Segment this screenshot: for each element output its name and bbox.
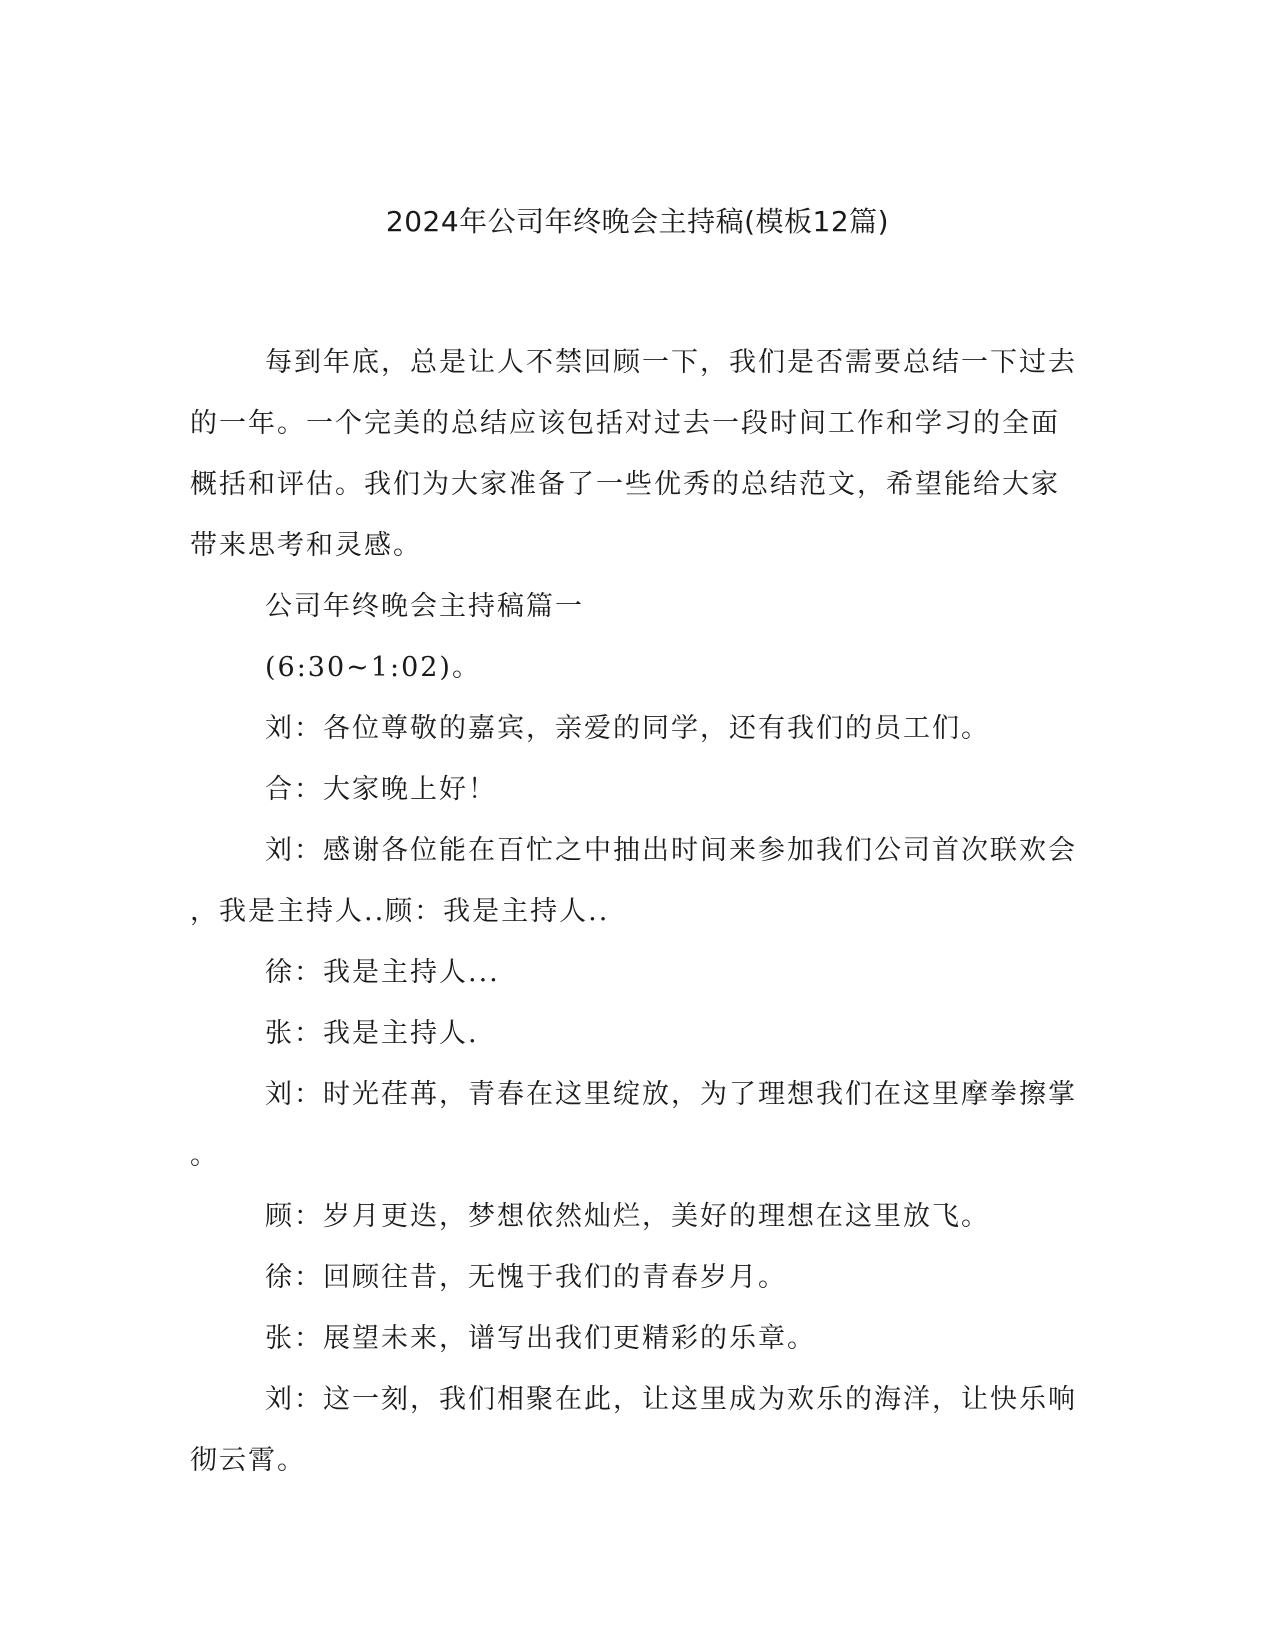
dialogue-line: 顾：岁月更迭，梦想依然灿烂，美好的理想在这里放飞。	[265, 1201, 990, 1232]
document-title: 2024年公司年终晚会主持稿(模板12篇)	[385, 205, 890, 238]
dialogue-line: 徐：我是主持人...	[265, 957, 500, 988]
time-range: (6:30~1:02)。	[265, 652, 481, 683]
dialogue-line: 张：展望未来，谱写出我们更精彩的乐章。	[265, 1323, 816, 1354]
section-heading: 公司年终晚会主持稿篇一	[265, 591, 584, 622]
dialogue-line: 张：我是主持人.	[265, 1018, 479, 1049]
dialogue-line: 刘：时光荏苒，青春在这里绽放，为了理想我们在这里摩拳擦掌	[265, 1079, 1077, 1110]
dialogue-line: ，我是主持人..顾：我是主持人..	[190, 896, 610, 927]
document-body	[190, 332, 1077, 1491]
dialogue-line: 徐：回顾往昔，无愧于我们的青春岁月。	[265, 1262, 787, 1293]
body-line: 带来思考和灵感。	[190, 530, 422, 561]
dialogue-line: 刘：各位尊敬的嘉宾，亲爱的同学，还有我们的员工们。	[265, 713, 990, 744]
dialogue-line: 彻云霄。	[190, 1445, 306, 1476]
dialogue-line: 刘：这一刻，我们相聚在此，让这里成为欢乐的海洋，让快乐响	[265, 1384, 1077, 1415]
body-line: 每到年底，总是让人不禁回顾一下，我们是否需要总结一下过去	[265, 347, 1077, 378]
dialogue-line: 刘：感谢各位能在百忙之中抽出时间来参加我们公司首次联欢会	[265, 835, 1077, 866]
body-line: 的一年。一个完美的总结应该包括对过去一段时间工作和学习的全面	[190, 408, 1060, 439]
dialogue-line: 合：大家晚上好！	[265, 774, 497, 805]
dialogue-line: 。	[190, 1140, 219, 1171]
body-line: 概括和评估。我们为大家准备了一些优秀的总结范文，希望能给大家	[190, 469, 1060, 500]
